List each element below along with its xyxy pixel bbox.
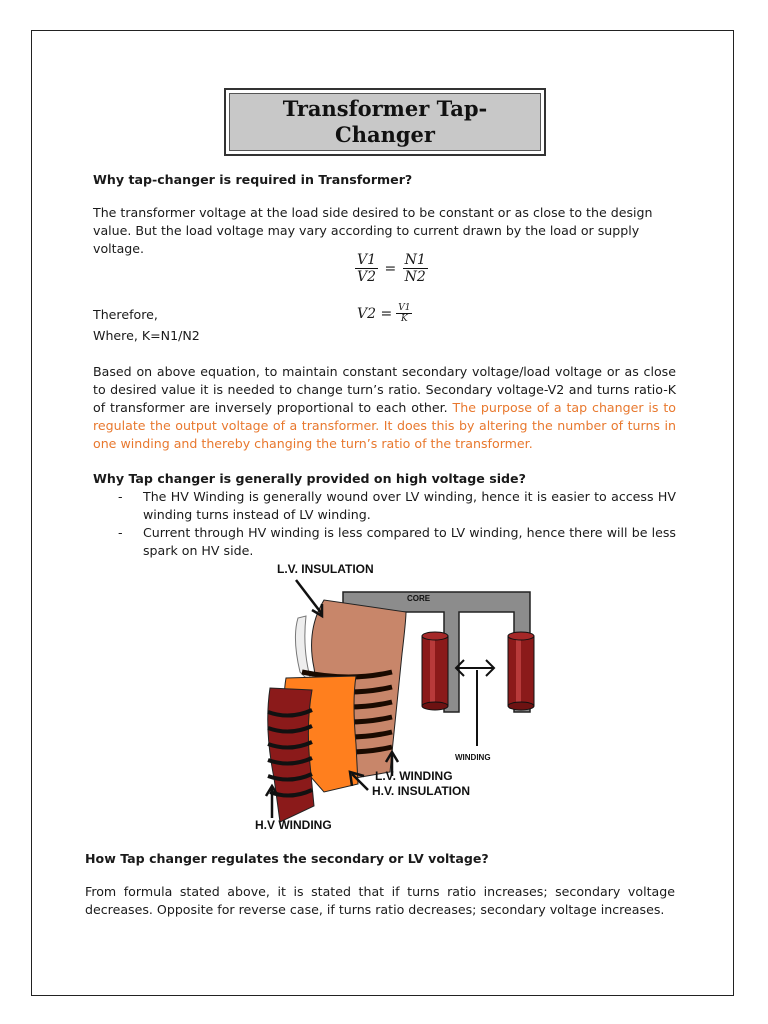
paragraph-tap-purpose (93, 363, 676, 453)
v1-numerator: V1 (357, 252, 377, 268)
fraction-n1-n2 (403, 252, 428, 285)
label-lv-insulation: L.V. INSULATION (277, 562, 374, 576)
label-hv-winding: H.V WINDING (255, 818, 332, 832)
paragraph-turns-ratio: From formula stated above, it is stated that if turns ratio increases; secondary voltage decreases. Opposite for reverse case, if turns ratio decreases; secondary voltage increases. (85, 884, 675, 917)
fraction-v1-k (396, 303, 412, 324)
bullet-item (93, 524, 676, 560)
k-under: K (400, 314, 408, 324)
double-arrow (456, 660, 494, 746)
n1-numerator: N1 (404, 252, 426, 268)
bullet-text: Current through HV winding is less compared to LV winding, hence there will be less spark on HV side. (143, 525, 676, 558)
bullet-text: The HV Winding is generally wound over LV winding, hence it is easier to access HV winding turns instead of LV winding. (143, 489, 676, 522)
n2-denominator: N2 (404, 269, 426, 285)
paragraph-normal-text: Based on above equation, to maintain constant secondary voltage/load voltage or as close to desired value it is needed to change turn’s ratio. Secondary voltage-V2 and turns ratio-K of transformer are inversely proportional to each other. (93, 364, 676, 415)
page-title (229, 93, 541, 151)
title-line-2: Changer (335, 122, 435, 147)
transformer-diagram (240, 560, 540, 840)
v1-over: V1 (398, 303, 411, 313)
paragraph-highlight-text: The purpose of a tap changer is to regulate the output voltage of a transformer. It does this by altering the number of turns in one winding and thereby changing the turn’s ratio of the transformer. (93, 400, 676, 451)
winding-cylinder-right (508, 632, 534, 710)
fraction-v1-v2 (355, 252, 378, 285)
equals-sign: = (384, 260, 397, 277)
therefore-label: Therefore, (93, 307, 158, 322)
v2-equals: V2 = (357, 305, 393, 322)
bullet-dash: - (118, 489, 123, 504)
label-core: CORE (407, 594, 431, 603)
label-hv-insulation: H.V. INSULATION (372, 784, 471, 798)
bullet-dash: - (118, 525, 123, 540)
label-winding: WINDING (455, 753, 491, 762)
title-box (224, 88, 546, 156)
question-why-tap-changer: Why tap-changer is required in Transformer? (93, 172, 413, 187)
formula-ratio (355, 252, 428, 285)
question-why-hv-side: Why Tap changer is generally provided on high voltage side? (93, 471, 526, 486)
transformer-diagram-graphic (240, 560, 540, 840)
bullet-item (93, 488, 676, 524)
hv-winding-shape (268, 688, 314, 822)
formula-v2 (357, 303, 412, 324)
question-how-tap-changer-regulates: How Tap changer regulates the secondary or LV voltage? (85, 851, 489, 866)
label-lv-winding: L.V. WINDING (375, 769, 453, 783)
bullet-list (93, 488, 676, 560)
where-k-definition: Where, K=N1/N2 (93, 328, 200, 343)
title-line-1: Transformer Tap- (282, 96, 488, 121)
winding-cylinder-left (422, 632, 448, 710)
v2-denominator: V2 (357, 269, 377, 285)
paragraph-load-voltage: The transformer voltage at the load side desired to be constant or as close to the design value. But the load voltage may vary according to current drawn by the load or supply voltage. (93, 205, 653, 256)
